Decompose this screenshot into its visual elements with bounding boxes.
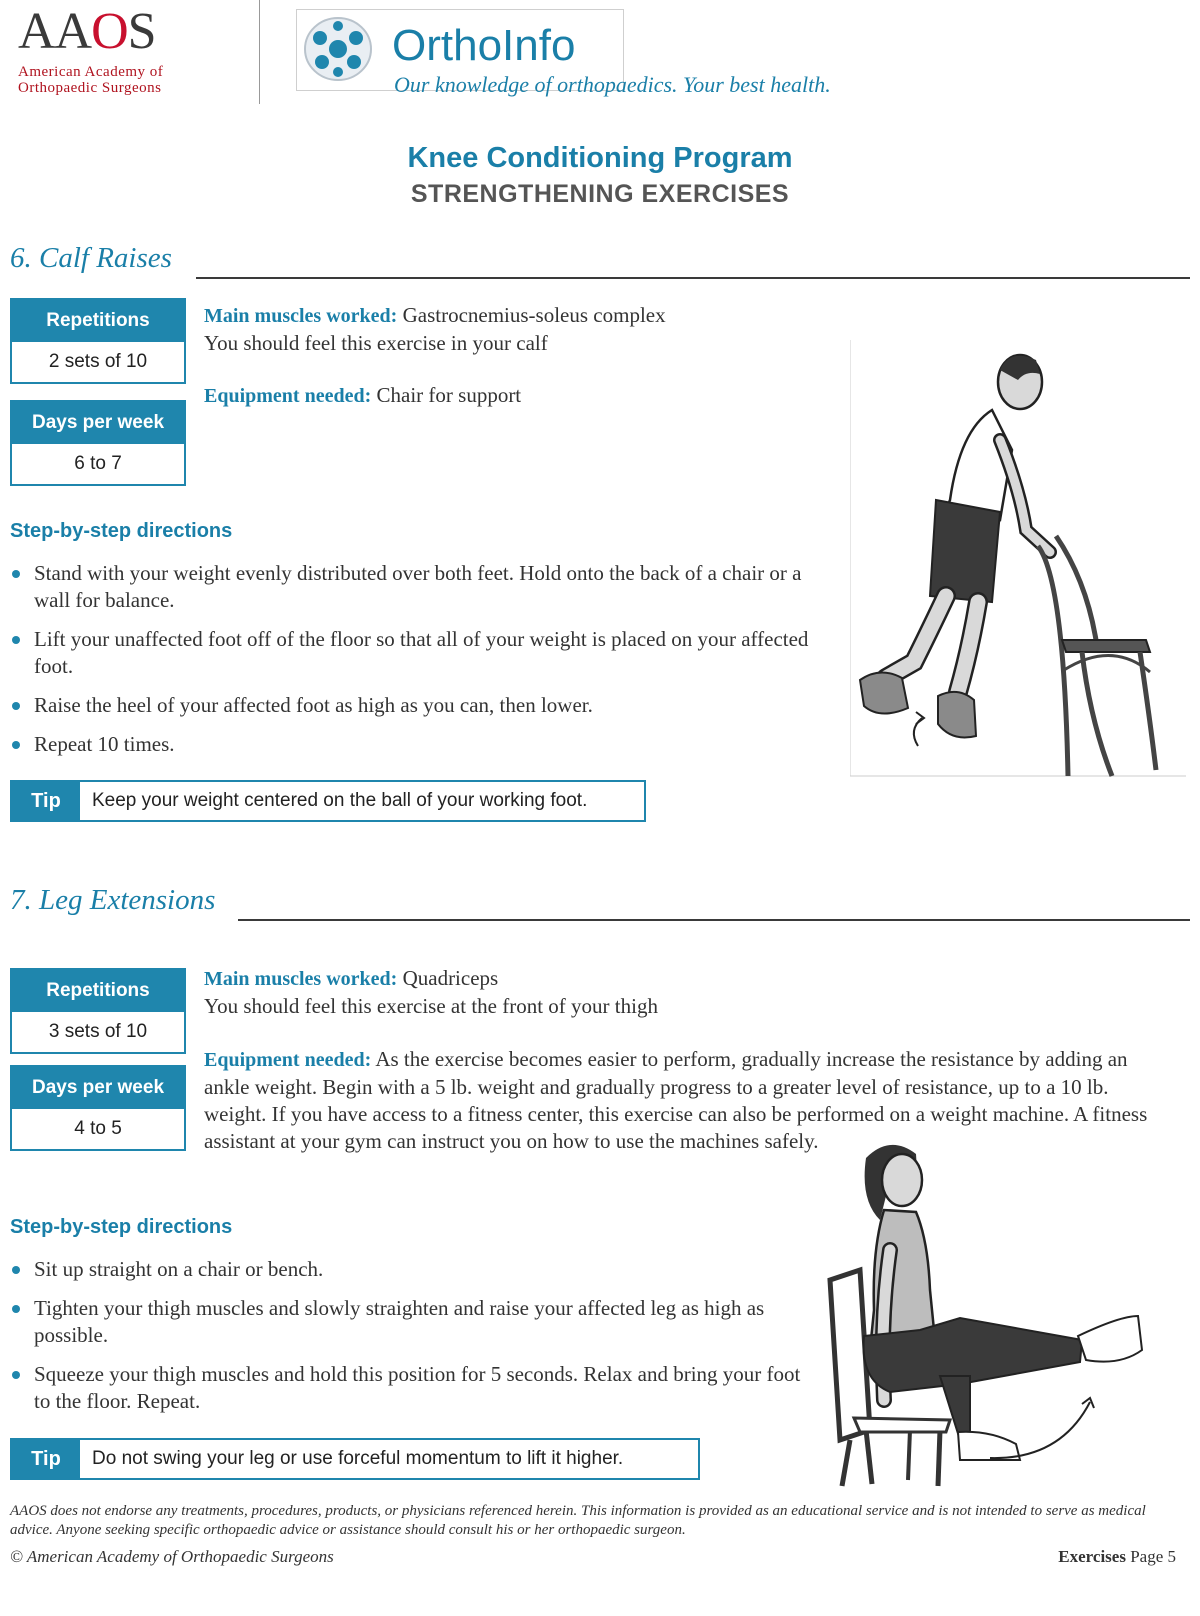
- days-value: 6 to 7: [74, 453, 122, 474]
- page-text: Page 5: [1130, 1547, 1176, 1566]
- bullet-icon: [12, 570, 20, 578]
- equipment-value: As the exercise becomes easier to perform, gradually increase the resistance by adding an ankle weight. Begin with a 5 lb. weight and gradually progress to a greater level of resistance, up to a 10 lb. weight. If you have access to a fitness center, this exercise can also be performed on a weight machine. A fitness assistant at your gym can instruct you on how to use the machines safely.: [204, 1047, 1148, 1153]
- muscles-value: Quadriceps: [402, 966, 499, 990]
- exercise6-heading-rule: [196, 277, 1190, 279]
- leg-extension-illustration: [820, 1140, 1190, 1490]
- footer-disclaimer: AAOS does not endorse any treatments, procedures, products, or physicians referenced herein. This information is provided as an educational service and is not intended to serve as medical advice. Anyone seeking specific orthopaedic advice or assistance should consult his or her orthopaedic surgeon.: [10, 1503, 1146, 1538]
- list-item: Squeeze your thigh muscles and hold this position for 5 seconds. Relax and bring your foot to the floor. Repeat.: [10, 1361, 810, 1415]
- list-item: Stand with your weight evenly distributed over both feet. Hold onto the back of a chair or a wall for balance.: [10, 560, 840, 614]
- repetitions-value: 3 sets of 10: [48, 1021, 148, 1042]
- muscles-value: Gastrocnemius-soleus complex: [402, 303, 666, 327]
- repetitions-label: Repetitions: [12, 970, 184, 1012]
- tip-label: Tip: [12, 782, 80, 820]
- list-item: Sit up straight on a chair or bench.: [10, 1256, 810, 1283]
- muscles-label: Main muscles worked:: [204, 305, 398, 327]
- calf-raise-illustration: [850, 340, 1186, 780]
- exercise7-heading: 7. Leg Extensions: [10, 884, 216, 916]
- aaos-name: [18, 64, 243, 96]
- exercise7-tip: [10, 1438, 700, 1480]
- equipment-label: Equipment needed:: [204, 1049, 372, 1071]
- tip-text: Do not swing your leg or use forceful momentum to lift it higher.: [92, 1448, 624, 1469]
- feel-text: You should feel this exercise in your calf: [204, 331, 548, 355]
- orthoinfo-ball-icon: [300, 14, 376, 84]
- page-label: Exercises: [1058, 1547, 1126, 1566]
- equipment-label: Equipment needed:: [204, 385, 372, 407]
- exercise6-muscles: [204, 302, 844, 410]
- exercise7-days-box: [10, 1065, 186, 1151]
- aaos-name-line1: American Academy of: [18, 64, 164, 80]
- footer-page-number: [1058, 1547, 1176, 1567]
- tip-text: Keep your weight centered on the ball of your working foot.: [92, 790, 588, 811]
- bullet-icon: [12, 1371, 20, 1379]
- list-item: Raise the heel of your affected foot as high as you can, then lower.: [10, 692, 840, 719]
- header-divider: [259, 0, 260, 104]
- bullet-icon: [12, 741, 20, 749]
- days-label: Days per week: [12, 1067, 184, 1109]
- exercise7-repetitions-box: [10, 968, 186, 1054]
- exercise6-days-box: [10, 400, 186, 486]
- bullet-icon: [12, 702, 20, 710]
- exercise6-steps-list: [10, 560, 840, 770]
- orthoinfo-tagline: Our knowledge of orthopaedics. Your best health.: [394, 72, 831, 97]
- exercise7-heading-rule: [238, 919, 1190, 921]
- equipment-value: Chair for support: [376, 383, 522, 407]
- feel-text: You should feel this exercise at the front of your thigh: [204, 994, 658, 1018]
- exercise6-heading: 6. Calf Raises: [10, 242, 172, 274]
- days-label: Days per week: [12, 402, 184, 444]
- tip-label: Tip: [12, 1440, 80, 1478]
- exercise6-repetitions-box: [10, 298, 186, 384]
- exercise7-muscles: [204, 965, 1154, 1020]
- aaos-logo: [18, 3, 243, 96]
- bullet-icon: [12, 636, 20, 644]
- exercise7-steps-heading: Step-by-step directions: [10, 1216, 233, 1238]
- days-value: 4 to 5: [74, 1118, 122, 1139]
- repetitions-label: Repetitions: [12, 300, 184, 342]
- aaos-name-line2: Orthopaedic Surgeons: [18, 80, 162, 96]
- list-item: Repeat 10 times.: [10, 731, 840, 758]
- list-item: Tighten your thigh muscles and slowly straighten and raise your affected leg as high as possible.: [10, 1295, 810, 1349]
- document-subtitle: STRENGTHENING EXERCISES: [410, 180, 790, 208]
- orthoinfo-title: OrthoInfo: [392, 21, 576, 70]
- exercise7-equipment: [204, 1046, 1149, 1155]
- bullet-icon: [12, 1266, 20, 1274]
- aaos-wordmark: AAOS: [18, 3, 156, 60]
- exercise7-steps-list: [10, 1256, 810, 1427]
- exercise6-steps-heading: Step-by-step directions: [10, 520, 233, 542]
- repetitions-value: 2 sets of 10: [48, 351, 148, 372]
- footer-copyright: © American Academy of Orthopaedic Surgeons: [10, 1547, 334, 1566]
- list-item: Lift your unaffected foot off of the floor so that all of your weight is placed on your affected foot.: [10, 626, 840, 680]
- bullet-icon: [12, 1305, 20, 1313]
- exercise6-tip: [10, 780, 646, 822]
- muscles-label: Main muscles worked:: [204, 968, 398, 990]
- document-title: Knee Conditioning Program: [407, 142, 793, 174]
